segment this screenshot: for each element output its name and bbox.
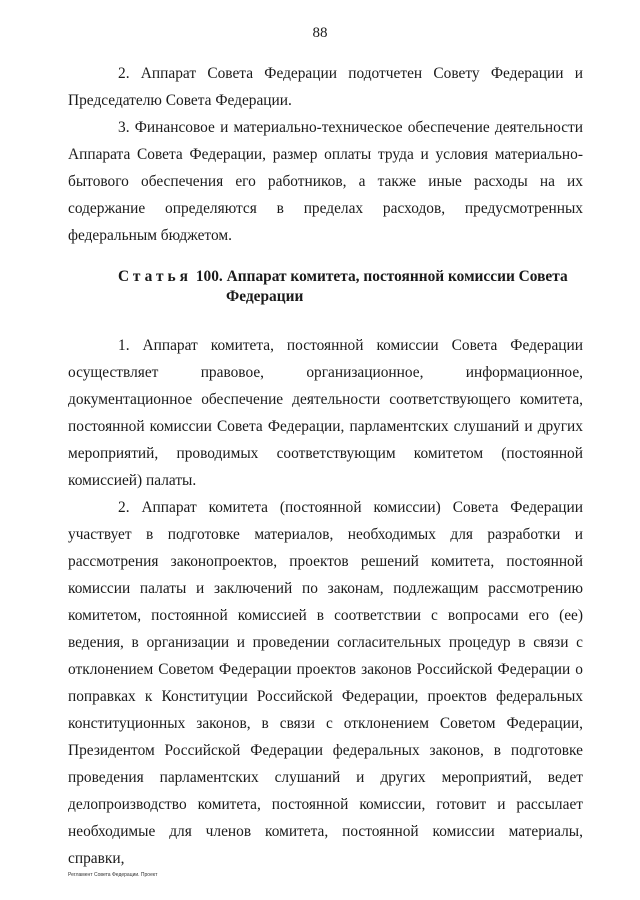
document-body [68, 60, 583, 872]
article-title-line1: 100. Аппарат комитета, постоянной комиссии Совета [195, 268, 568, 285]
article-heading [68, 267, 583, 307]
paragraph-2-apparatus-accountability: 2. Аппарат Совета Федерации подотчетен Совету Федерации и Председателю Совета Федерации. [68, 65, 583, 109]
article-word: Статья [118, 268, 192, 285]
paragraph-3-financial-support: 3. Финансовое и материально-техническое обеспечение деятельности Аппарата Совета Федерации, размер оплаты труда и условия материально-бытового обеспечения его работников, а также иные расходы на их содержание определяются в пределах расходов, предусмотренных федеральным бюджетом. [68, 119, 583, 244]
article-title-line2: Федерации [226, 288, 304, 305]
page-number: 88 [312, 25, 328, 41]
footer-note: Регламент Совета Федерации. Проект [68, 872, 158, 878]
article-paragraph-1: 1. Аппарат комитета, постоянной комиссии Совета Федерации осуществляет правовое, организационное, информационное, документационное обеспечение деятельности соответствующего комитета, постоянной комиссии Совета Федерации, парламентских слушаний и других мероприятий, проводимых соответствующим комитетом (постоянной комиссией) палаты. [68, 337, 583, 489]
article-paragraph-2: 2. Аппарат комитета (постоянной комиссии) Совета Федерации участвует в подготовке материалов, необходимых для разработки и рассмотрения законопроектов, проектов решений комитета, постоянной комиссии палаты и заключений по законам, подлежащим рассмотрению комитетом, постоянной комиссией в соответствии с вопросами его (ее) ведения, в организации и проведении согласительных процедур в связи с отклонением Советом Федерации проектов законов Российской Федерации о поправках к Конституции Российской Федерации, проектов федеральных конституционных законов, в связи с отклонением Советом Федерации, Президентом Российской Федерации федеральных законов, в подготовке проведения парламентских слушаний и других мероприятий, ведет делопроизводство комитета, постоянной комиссии, готовит и рассылает необходимые для членов комитета, постоянной комиссии материалы, справки, [68, 499, 583, 867]
